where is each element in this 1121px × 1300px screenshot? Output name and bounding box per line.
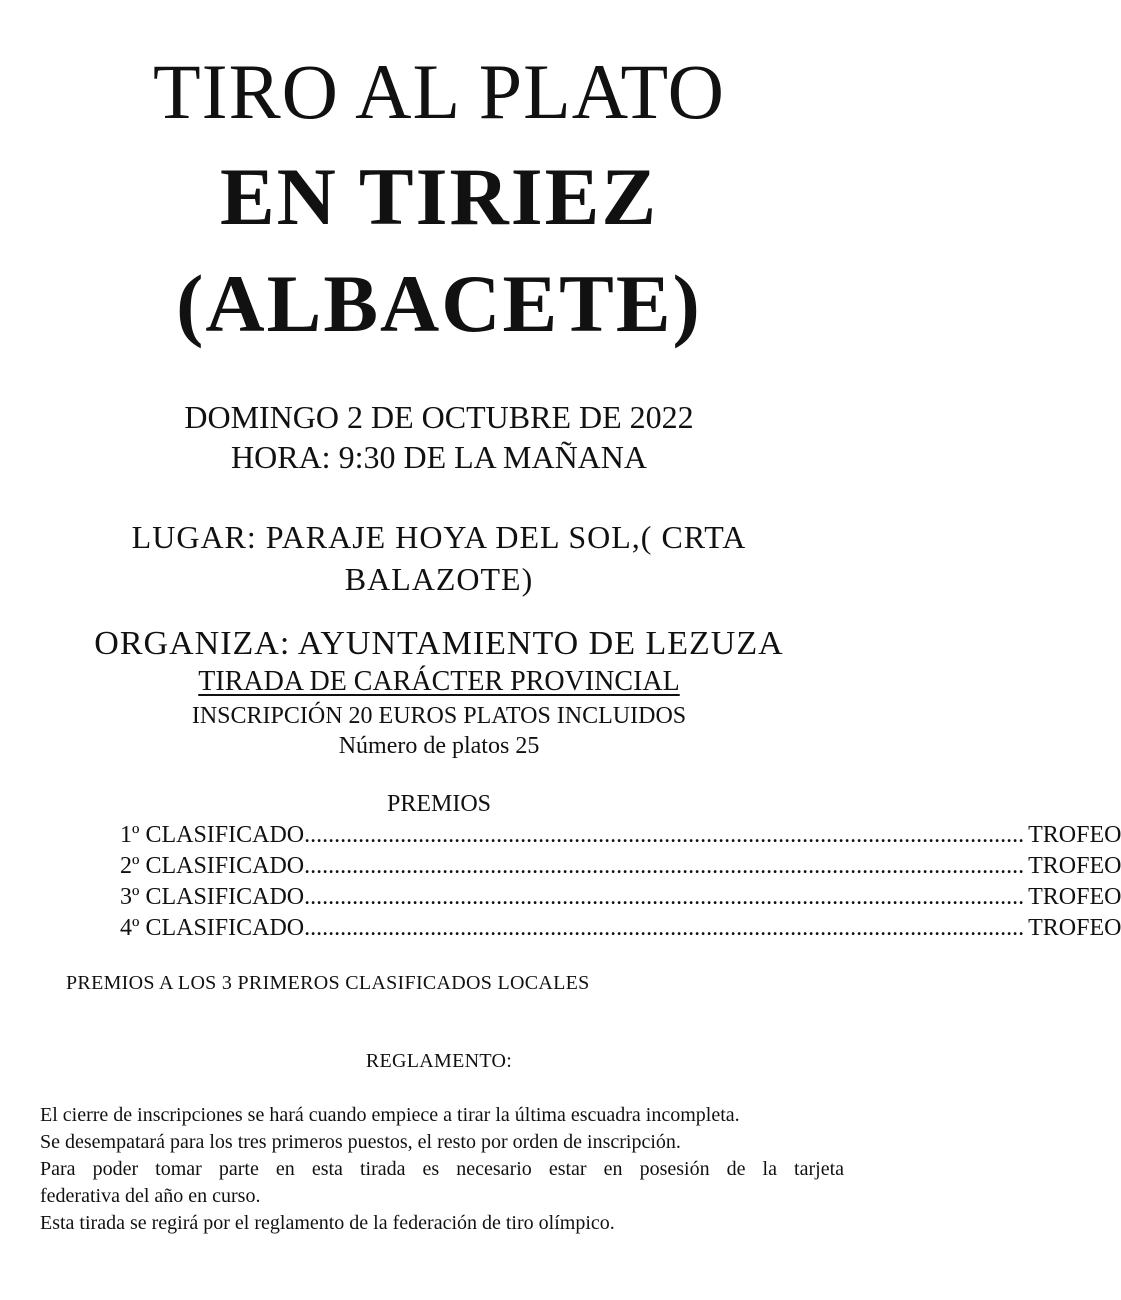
event-place-line-2: BALAZOTE) bbox=[344, 561, 534, 597]
event-inscription: INSCRIPCIÓN 20 EUROS PLATOS INCLUIDOS bbox=[191, 703, 687, 729]
event-type-text: TIRADA DE CARÁCTER PROVINCIAL bbox=[198, 666, 680, 697]
prize-value: TROFEO bbox=[1028, 853, 1121, 879]
prize-leader-dots: ........................................................................................................................ bbox=[304, 884, 1025, 910]
prizes-heading: PREMIOS bbox=[386, 791, 492, 817]
local-prizes-note: PREMIOS A LOS 3 PRIMEROS CLASIFICADOS LOCALES bbox=[66, 972, 590, 994]
prize-leader-dots: ........................................................................................................................ bbox=[304, 822, 1025, 848]
prize-position: 3º CLASIFICADO bbox=[120, 884, 305, 910]
rule-line: Para poder tomar parte en esta tirada es necesario estar en posesión de la tarjeta bbox=[40, 1158, 844, 1180]
rules-heading: REGLAMENTO: bbox=[365, 1050, 513, 1072]
rule-line: Se desempatará para los tres primeros puestos, el resto por orden de inscripción. bbox=[40, 1131, 681, 1153]
rule-line: federativa del año en curso. bbox=[40, 1185, 261, 1207]
prize-row bbox=[120, 913, 1121, 944]
event-plates: Número de platos 25 bbox=[338, 733, 540, 759]
prize-row bbox=[120, 851, 1121, 882]
prize-position: 2º CLASIFICADO bbox=[120, 853, 305, 879]
prize-value: TROFEO bbox=[1028, 884, 1121, 910]
prizes-list bbox=[120, 820, 1121, 944]
rules-body bbox=[40, 1102, 844, 1237]
rule-line: Esta tirada se regirá por el reglamento de la federación de tiro olímpico. bbox=[40, 1212, 615, 1234]
prize-row bbox=[120, 882, 1121, 913]
prize-leader-dots: ........................................................................................................................ bbox=[304, 853, 1025, 879]
event-type bbox=[0, 666, 878, 698]
event-organizer: ORGANIZA: AYUNTAMIENTO DE LEZUZA bbox=[94, 625, 784, 662]
event-date: DOMINGO 2 DE OCTUBRE DE 2022 bbox=[184, 399, 694, 435]
title-line-2: EN TIRIEZ bbox=[219, 151, 659, 242]
prize-value: TROFEO bbox=[1028, 822, 1121, 848]
prize-position: 4º CLASIFICADO bbox=[120, 915, 305, 941]
prize-row bbox=[120, 820, 1121, 851]
rule-line: El cierre de inscripciones se hará cuando empiece a tirar la última escuadra incompleta. bbox=[40, 1104, 740, 1126]
title-line-1: TIRO AL PLATO bbox=[152, 48, 726, 135]
title-line-3: (ALBACETE) bbox=[176, 258, 702, 349]
event-time: HORA: 9:30 DE LA MAÑANA bbox=[231, 439, 647, 475]
prize-value: TROFEO bbox=[1028, 915, 1121, 941]
prize-leader-dots: ........................................................................................................................ bbox=[304, 915, 1025, 941]
event-place-line-1: LUGAR: PARAJE HOYA DEL SOL,( CRTA bbox=[131, 519, 747, 555]
prize-position: 1º CLASIFICADO bbox=[120, 822, 305, 848]
